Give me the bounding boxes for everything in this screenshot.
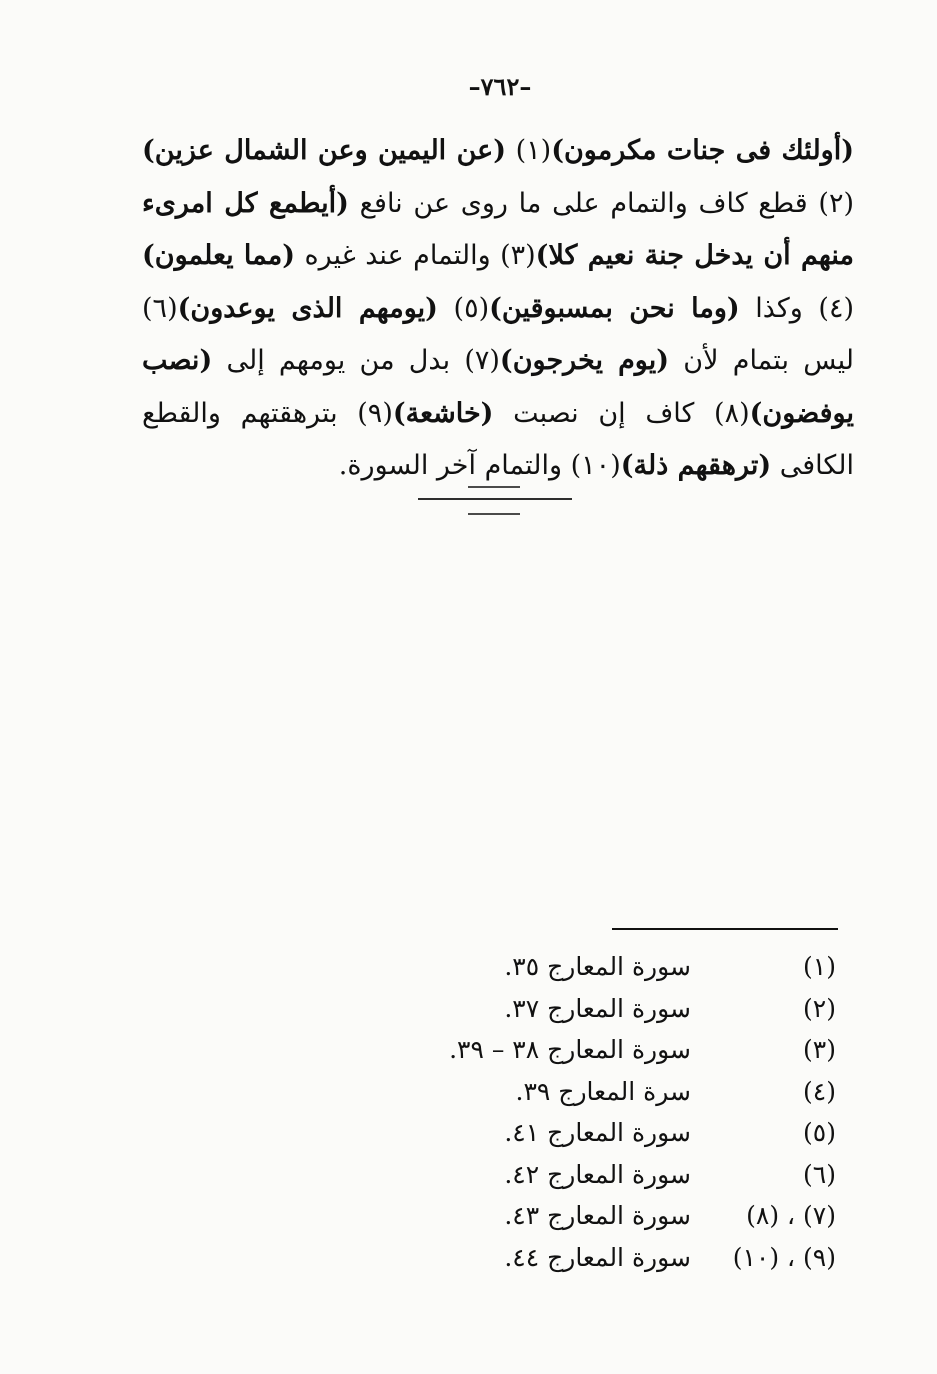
footnote-number: (٧) ، (٨) (746, 1201, 836, 1230)
footnote-reference: سورة المعارج ٤٤. (504, 1242, 691, 1272)
quran-quote: (أيطمع كل امرىء منهم أن يدخل جنة نعيم كلا) (142, 187, 854, 271)
quran-quote: (أولئك فى جنات مكرمون) (551, 135, 854, 166)
footnote-number: (٦) (803, 1159, 836, 1189)
footnote-item (400, 988, 840, 1030)
footnote-reference: سورة المعارج ٤٢. (504, 1159, 691, 1189)
footnote-reference: سورة المعارج ٤١. (504, 1118, 691, 1147)
page-number: –٧٦٢– (468, 72, 532, 101)
section-divider-ornament (416, 484, 576, 520)
footnote-number: (٤) (803, 1076, 836, 1106)
footnote-separator (612, 928, 838, 930)
commentary-text: (٩) بترهقتهم والقطع الكافى (142, 397, 854, 481)
footnote-item (400, 1237, 840, 1279)
quran-quote: (عن اليمين وعن الشمال عزين) (142, 135, 507, 166)
footnote-reference: سورة المعارج ٣٨ – ٣٩. (449, 1035, 691, 1064)
main-text (142, 125, 854, 493)
footnote-item (400, 1071, 840, 1113)
quran-quote: (يوم يخرجون) (499, 345, 670, 376)
commentary-text: (١٠) والتمام آخر السورة. (338, 450, 621, 481)
commentary-text: (٨) كاف إن نصبت (493, 397, 750, 429)
quran-quote: (مما يعلمون) (142, 240, 295, 271)
footnote-item (400, 946, 840, 988)
footnote-number: (٩) ، (١٠) (732, 1242, 836, 1272)
footnote-item (400, 1195, 840, 1237)
footnote-reference: سورة المعارج ٣٧. (504, 993, 691, 1023)
footnote-reference: سورة المعارج ٣٥. (504, 952, 691, 981)
commentary-text: (٢) قطع كاف والتمام على ما روى عن نافع (348, 187, 855, 219)
commentary-text: (٣) والتمام عند غيره (295, 240, 536, 271)
commentary-text: (٧) بدل من يومهم إلى (212, 345, 500, 376)
quran-quote: (خاشعة) (392, 397, 494, 429)
commentary-text: (١) (506, 135, 552, 166)
commentary-text: (٤) وكذا (739, 292, 854, 324)
commentary-text: (٥) (437, 292, 490, 324)
quran-quote: (نصب يوفضون) (142, 345, 854, 429)
footnote-item (400, 1154, 840, 1196)
footnote-number: (٢) (803, 993, 836, 1023)
footnote-item (400, 1029, 840, 1071)
commentary-text: (٦) ليس بتمام لأن (142, 292, 854, 376)
footnote-number: (٥) (803, 1118, 836, 1147)
footnote-reference: سرة المعارج ٣٩. (515, 1076, 691, 1106)
footnote-item (400, 1112, 840, 1154)
quran-quote: (ترهقهم ذلة) (620, 450, 772, 481)
footnotes-list (400, 946, 840, 1278)
footnote-number: (١) (803, 952, 836, 981)
footnote-reference: سورة المعارج ٤٣. (504, 1201, 691, 1230)
quran-quote: (يومهم الذى يوعدون) (177, 292, 438, 324)
footnote-number: (٣) (803, 1035, 836, 1064)
quran-quote: (وما نحن بمسبوقين) (489, 292, 740, 324)
